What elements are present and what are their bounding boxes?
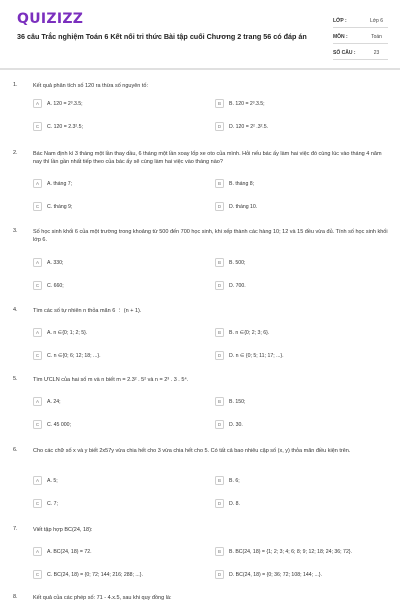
question-text: Kết quả của các phép số: 71 - 4.x.5, sau khi quy đồng là: xyxy=(33,595,172,600)
quizizz-logo: QUIZIZZ xyxy=(17,11,84,27)
option-b[interactable] xyxy=(215,546,352,557)
option-b[interactable] xyxy=(215,257,245,268)
question-number: 7. xyxy=(13,526,18,532)
option-a[interactable] xyxy=(33,257,63,268)
option-text: C. BC(24, 18) = {0; 72; 144; 216; 288; ...}. xyxy=(47,571,143,578)
option-c[interactable] xyxy=(33,201,72,212)
option-text: B. 150; xyxy=(229,398,246,405)
option-text: B. 120 = 2³.3.5; xyxy=(229,100,265,107)
question-number: 3. xyxy=(13,228,18,234)
option-c[interactable] xyxy=(33,350,101,361)
option-d[interactable] xyxy=(215,498,240,509)
option-letter-box: D xyxy=(215,351,224,360)
option-letter-box: B xyxy=(215,179,224,188)
option-text: B. n ∈{0; 2; 3; 6}. xyxy=(229,329,270,336)
option-d[interactable] xyxy=(215,419,243,430)
question-text: Cho các chữ số x và y biết 2x57y vừa chia hết cho 3 vừa chia hết cho 5. Có tất cả bao nhiêu cặp số (x, y) thỏa mãn điều kiện trên. xyxy=(33,448,351,454)
option-letter-box: C xyxy=(33,122,42,131)
question-number: 6. xyxy=(13,447,18,453)
option-text: A. 24; xyxy=(47,398,61,405)
option-text: C. 45 000; xyxy=(47,421,71,428)
option-text: C. tháng 9; xyxy=(47,203,73,210)
option-a[interactable] xyxy=(33,475,58,486)
question-text: Bác Nam định kì 3 tháng một lần thay dầu, 6 tháng một lần xoay lốp xe oto của mình. Hỏi nếu bác ấy làm hai việc đó cùng lúc vào tháng 4 năm nay thì lần gần nhất tiếp theo của bác ấy sẽ cùng làm hai việc vào tháng nào? xyxy=(33,151,382,165)
option-letter-box: B xyxy=(215,99,224,108)
option-text: A. 330; xyxy=(47,259,64,266)
question-number: 4. xyxy=(13,307,18,313)
option-text: A. 5; xyxy=(47,477,58,484)
option-c[interactable] xyxy=(33,498,58,509)
option-text: D. 120 = 2² .3².5. xyxy=(229,123,269,130)
option-text: D. n ∈ {0; 5; 11; 17; ...}. xyxy=(229,352,284,359)
option-letter-box: A xyxy=(33,328,42,337)
option-letter-box: A xyxy=(33,397,42,406)
option-letter-box: B xyxy=(215,328,224,337)
question-number: 1. xyxy=(13,82,18,88)
question-number: 5. xyxy=(13,376,18,382)
option-letter-box: C xyxy=(33,570,42,579)
meta-label: LỚP : xyxy=(333,17,347,24)
question-text: Tìm ƯCLN của hai số m và n biết m = 2.3² . 5² và n = 2³ . 3 . 5⁴. xyxy=(33,377,189,383)
option-text: C. 660; xyxy=(47,282,64,289)
option-letter-box: B xyxy=(215,397,224,406)
option-letter-box: C xyxy=(33,351,42,360)
option-b[interactable] xyxy=(215,475,240,486)
meta-value: Lớp 6 xyxy=(369,17,383,24)
meta-label: SỐ CÂU : xyxy=(333,49,356,56)
option-c[interactable] xyxy=(33,121,83,132)
option-a[interactable] xyxy=(33,327,87,338)
option-letter-box: D xyxy=(215,499,224,508)
option-d[interactable] xyxy=(215,121,268,132)
option-b[interactable] xyxy=(215,396,245,407)
option-letter-box: D xyxy=(215,281,224,290)
option-letter-box: C xyxy=(33,281,42,290)
option-letter-box: A xyxy=(33,258,42,267)
option-text: D. tháng 10. xyxy=(229,203,258,210)
option-text: D. BC(24, 18) = {0; 36; 72; 108; 144; ...}. xyxy=(229,571,323,578)
question-number: 8. xyxy=(13,594,18,600)
page-title: 36 câu Trắc nghiệm Toán 6 Kết nối tri thức Bài tập cuối Chương 2 trang 56 có đáp án xyxy=(17,32,307,41)
option-a[interactable] xyxy=(33,546,92,557)
option-text: B. 6; xyxy=(229,477,240,484)
question-text: Viết tập hợp BC(24, 18): xyxy=(33,527,93,533)
option-text: D. 8. xyxy=(229,500,240,507)
option-letter-box: D xyxy=(215,570,224,579)
option-letter-box: A xyxy=(33,547,42,556)
option-text: A. tháng 7; xyxy=(47,180,73,187)
option-d[interactable] xyxy=(215,201,257,212)
option-d[interactable] xyxy=(215,280,246,291)
option-letter-box: C xyxy=(33,420,42,429)
option-letter-box: D xyxy=(215,122,224,131)
option-text: C. n ∈{0; 6; 12; 18; ...}. xyxy=(47,352,101,359)
option-text: B. BC(24, 18) = {1; 2; 3; 4; 6; 8; 9; 12; 18; 24; 36; 72}. xyxy=(229,548,352,555)
option-letter-box: A xyxy=(33,179,42,188)
option-letter-box: B xyxy=(215,476,224,485)
meta-value: Toán xyxy=(371,33,382,40)
option-text: A. BC(24, 18) = 72. xyxy=(47,548,92,555)
meta-value: 23 xyxy=(373,49,380,56)
option-d[interactable] xyxy=(215,350,284,361)
question-number: 2. xyxy=(13,150,18,156)
option-text: A. 120 = 2³.3.5; xyxy=(47,100,83,107)
option-b[interactable] xyxy=(215,98,265,109)
option-text: C. 120 = 2.3².5; xyxy=(47,123,83,130)
option-letter-box: D xyxy=(215,420,224,429)
option-b[interactable] xyxy=(215,327,269,338)
option-b[interactable] xyxy=(215,178,254,189)
option-text: D. 700. xyxy=(229,282,246,289)
meta-label: MÔN : xyxy=(333,33,348,40)
option-c[interactable] xyxy=(33,419,71,430)
option-letter-box: D xyxy=(215,202,224,211)
option-a[interactable] xyxy=(33,98,83,109)
option-a[interactable] xyxy=(33,396,61,407)
option-text: A. n ∈{0; 1; 2; 5}. xyxy=(47,329,88,336)
option-d[interactable] xyxy=(215,569,322,580)
option-letter-box: A xyxy=(33,99,42,108)
option-letter-box: A xyxy=(33,476,42,485)
option-letter-box: B xyxy=(215,258,224,267)
question-text: Tìm các số tự nhiên n thỏa mãn 6 ⋮ (n + 1). xyxy=(33,308,142,314)
question-text: Kết quả phân tích số 120 ra thừa số nguyên tố: xyxy=(33,83,148,89)
option-a[interactable] xyxy=(33,178,72,189)
option-text: D. 30. xyxy=(229,421,243,428)
option-text: B. tháng 8; xyxy=(229,180,255,187)
option-letter-box: B xyxy=(215,547,224,556)
option-c[interactable] xyxy=(33,569,143,580)
option-text: C. 7; xyxy=(47,500,58,507)
option-letter-box: C xyxy=(33,499,42,508)
question-text: Số học sinh khối 6 của một trường trong khoảng từ 500 đến 700 học sinh, khi xếp thành các hàng 10; 12 và 15 đều vừa đủ. Tính số học sinh khối lớp 6. xyxy=(33,229,388,243)
option-letter-box: C xyxy=(33,202,42,211)
option-c[interactable] xyxy=(33,280,64,291)
option-text: B. 500; xyxy=(229,259,246,266)
